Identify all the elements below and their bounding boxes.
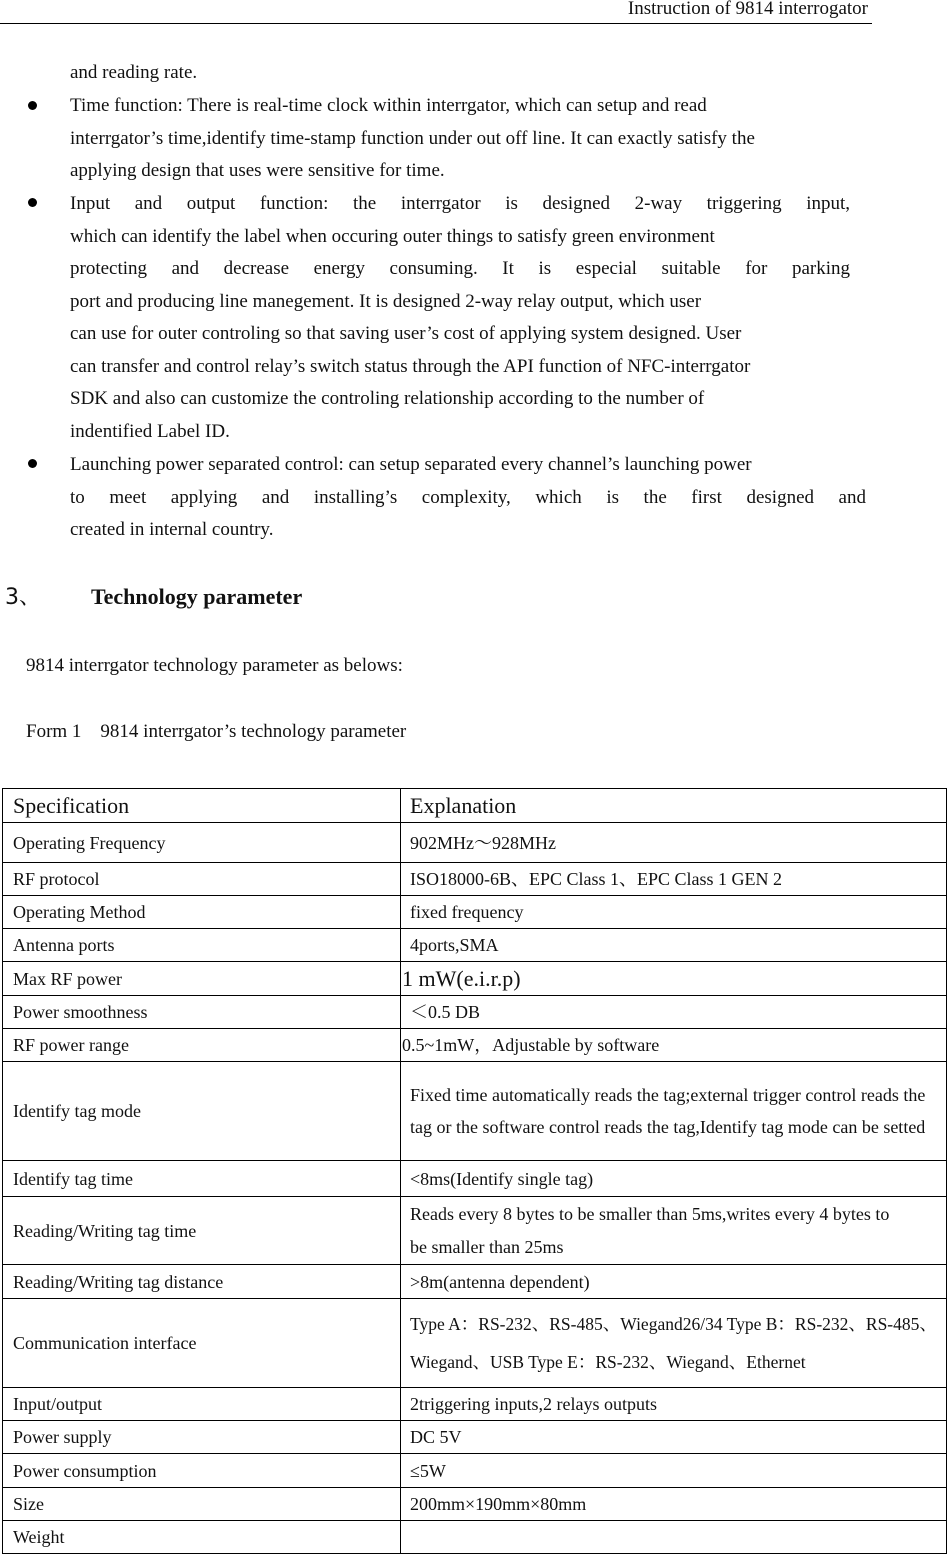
table-row <box>3 996 947 1029</box>
table-row <box>3 896 947 929</box>
spec-cell: Max RF power <box>3 962 401 996</box>
spec-cell: Identify tag time <box>3 1161 401 1197</box>
spec-cell: Identify tag mode <box>3 1062 401 1161</box>
table-row <box>3 1197 947 1265</box>
table-row <box>3 863 947 896</box>
value-cell: fixed frequency <box>401 896 947 929</box>
header-explanation: Explanation <box>401 789 947 823</box>
bullet-line: created in internal country. <box>70 519 274 540</box>
spec-cell: Power consumption <box>3 1454 401 1488</box>
value-cell: Type A：RS-232、RS-485、Wiegand26/34 Type B：RS-232、RS-485、Wiegand、USB Type E：RS-232、Wiegand、Ethernet <box>401 1299 947 1388</box>
spec-cell: Reading/Writing tag distance <box>3 1265 401 1299</box>
bullet-time-function <box>70 90 866 188</box>
bullet-line: can use for outer controling so that saving user’s cost of applying system designed. User <box>70 323 742 344</box>
spec-cell: RF protocol <box>3 863 401 896</box>
bullet-line: interrgator’s time,identify time-stamp function under out off line. It can exactly satisfy the <box>70 127 755 149</box>
value-cell: 1 mW(e.i.r.p) <box>401 962 947 996</box>
bullet-icon <box>28 101 37 110</box>
spec-cell: Reading/Writing tag time <box>3 1197 401 1265</box>
bullet-line: protecting and decrease energy consuming. It is especial suitable for parking <box>70 258 850 279</box>
value-cell: ＜0.5 DB <box>401 996 947 1029</box>
spec-cell: RF power range <box>3 1029 401 1062</box>
continuation-line: and reading rate. <box>70 62 198 83</box>
value-cell <box>401 1521 947 1554</box>
spec-cell: Power smoothness <box>3 996 401 1029</box>
bullet-line: which can identify the label when occuring outer things to satisfy green environment <box>70 225 715 247</box>
bullet-line: Launching power separated control: can setup separated every channel’s launching power <box>70 454 752 475</box>
spec-cell: Antenna ports <box>3 929 401 962</box>
table-row <box>3 1299 947 1388</box>
value-cell: 4ports,SMA <box>401 929 947 962</box>
value-cell: Reads every 8 bytes to be smaller than 5ms,writes every 4 bytes to be smaller than 25ms <box>401 1197 947 1265</box>
bullet-line: to meet applying and installing’s complexity, which is the first designed and <box>70 486 866 508</box>
section-title: Technology parameter <box>91 584 303 609</box>
table-row <box>3 1062 947 1161</box>
value-cell: 902MHz～928MHz <box>401 823 947 863</box>
table-row <box>3 1421 947 1454</box>
table-row <box>3 1265 947 1299</box>
header-specification: Specification <box>3 789 401 823</box>
section-number: 3、 <box>5 585 41 610</box>
value-cell: DC 5V <box>401 1421 947 1454</box>
bullet-icon <box>28 459 37 468</box>
table-row <box>3 1521 947 1554</box>
bullet-line: SDK and also can customize the controling relationship according to the number of <box>70 388 705 409</box>
spec-cell: Communication interface <box>3 1299 401 1388</box>
page-header <box>0 0 872 24</box>
bullet-line: can transfer and control relay’s switch status through the API function of NFC-interrgator <box>70 355 751 377</box>
table-row <box>3 823 947 863</box>
table-row <box>3 1029 947 1062</box>
value-cell: Fixed time automatically reads the tag;external trigger control reads the tag or the software control reads the tag,Identify tag mode can be setted <box>401 1062 947 1161</box>
bullet-line: Time function: There is real-time clock within interrgator, which can setup and read <box>70 95 707 116</box>
table-row <box>3 1388 947 1421</box>
value-cell: 2triggering inputs,2 relays outputs <box>401 1388 947 1421</box>
spec-cell: Weight <box>3 1521 401 1554</box>
table-row <box>3 1488 947 1521</box>
bullet-line: Input and output function: the interrgator is designed 2-way triggering input, <box>70 193 850 214</box>
bullet-line: port and producing line manegement. It is designed 2-way relay output, which user <box>70 290 702 312</box>
spec-cell: Operating Method <box>3 896 401 929</box>
value-cell: 0.5~1mW，Adjustable by software <box>401 1029 947 1062</box>
bullet-line: indentified Label ID. <box>70 420 230 442</box>
value-cell: ISO18000-6B、EPC Class 1、EPC Class 1 GEN 2 <box>401 863 947 896</box>
value-cell: <8ms(Identify single tag) <box>401 1161 947 1197</box>
table-caption: Form 1 9814 interrgator’s technology parameter <box>26 721 407 742</box>
spec-cell: Operating Frequency <box>3 823 401 863</box>
bullet-icon <box>28 198 37 207</box>
spec-cell: Power supply <box>3 1421 401 1454</box>
spec-table <box>2 788 947 1554</box>
table-row <box>3 962 947 996</box>
value-cell: 200mm×190mm×80mm <box>401 1488 947 1521</box>
spec-cell: Input/output <box>3 1388 401 1421</box>
description-text: 9814 interrgator technology parameter as belows: <box>26 655 403 676</box>
value-cell: ≤5W <box>401 1454 947 1488</box>
bullet-power-control <box>70 449 866 547</box>
table-row <box>3 1454 947 1488</box>
bullet-line: applying design that uses were sensitive for time. <box>70 160 445 181</box>
table-row <box>3 929 947 962</box>
table-row <box>3 1161 947 1197</box>
header-title: Instruction of 9814 interrogator <box>627 0 868 19</box>
bullet-io-function <box>70 188 850 448</box>
table-header-row <box>3 789 947 823</box>
section-heading <box>5 580 302 611</box>
value-cell: >8m(antenna dependent) <box>401 1265 947 1299</box>
spec-cell: Size <box>3 1488 401 1521</box>
